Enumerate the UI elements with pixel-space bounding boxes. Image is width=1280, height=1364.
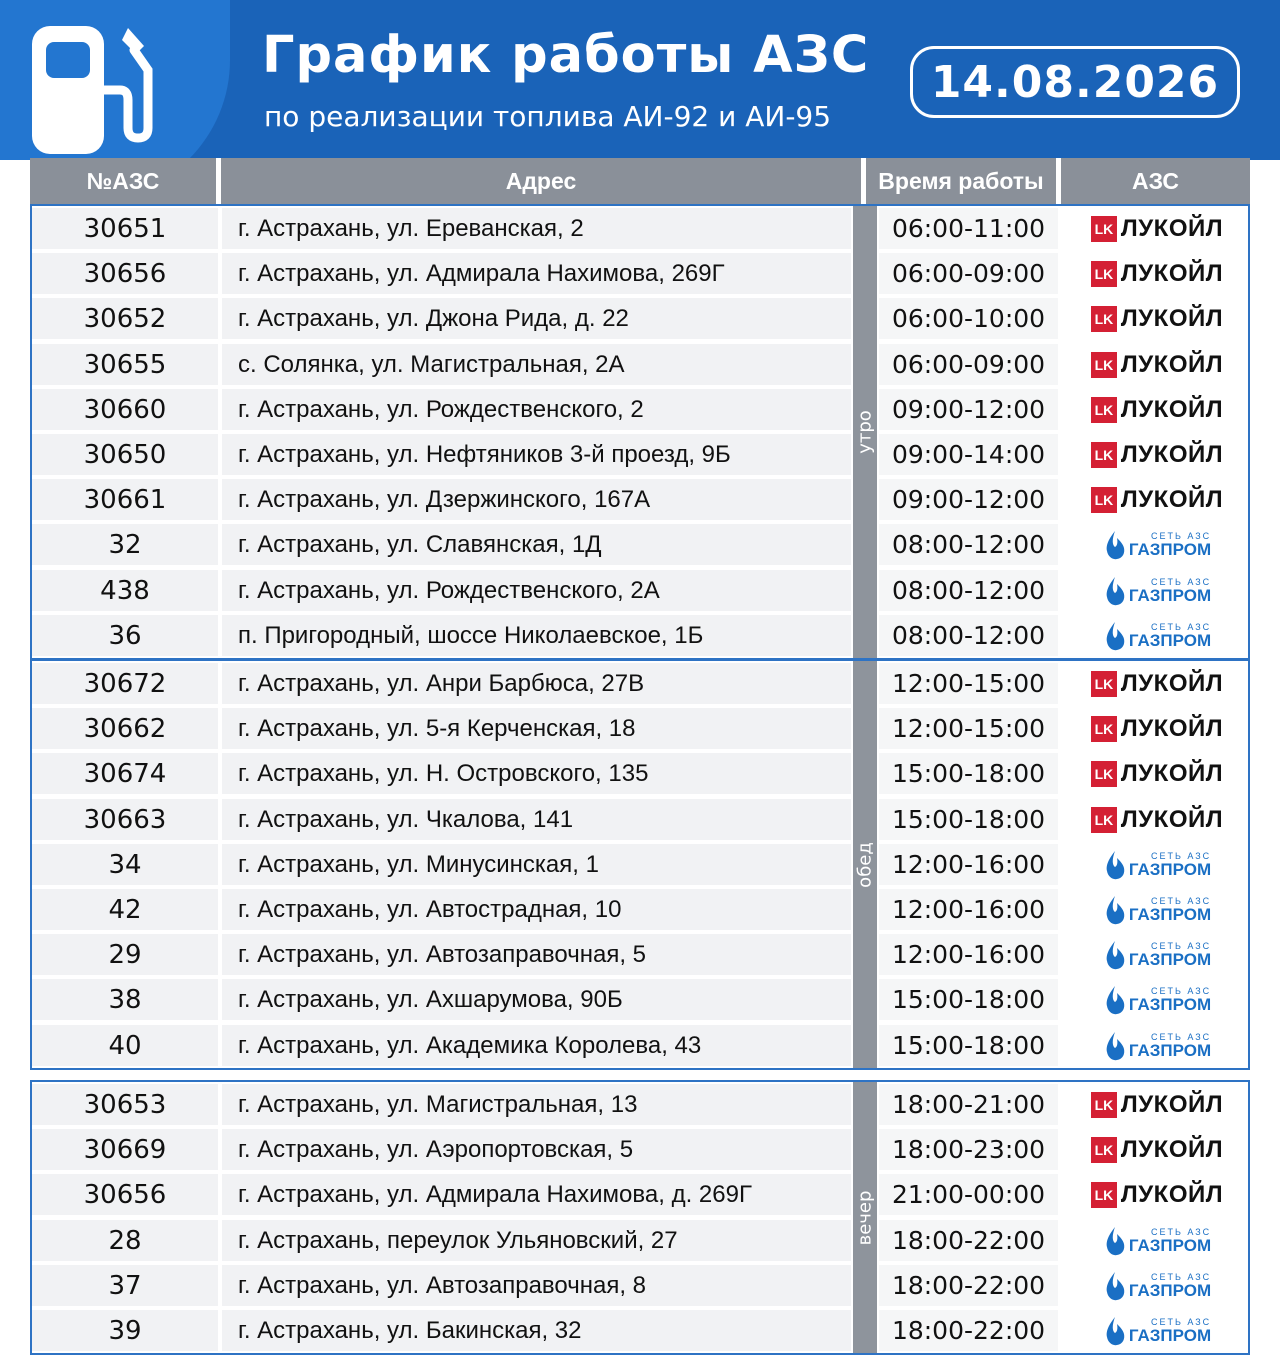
station-address: г. Астрахань, ул. Рождественского, 2А bbox=[238, 576, 660, 604]
gazprom-logo bbox=[1103, 1315, 1211, 1347]
station-address: г. Астрахань, ул. Рождественского, 2 bbox=[238, 395, 644, 423]
gazprom-wordmark bbox=[1129, 1273, 1211, 1299]
brand-cell bbox=[1066, 887, 1248, 932]
station-address: с. Солянка, ул. Магистральная, 2А bbox=[238, 350, 625, 378]
station-number: 30651 bbox=[83, 213, 167, 244]
table-row bbox=[32, 1127, 1248, 1172]
gazprom-flame-icon bbox=[1103, 894, 1127, 926]
gazprom-logo bbox=[1103, 1270, 1211, 1302]
table-row bbox=[32, 797, 1248, 842]
station-address: г. Астрахань, ул. Аэропортовская, 5 bbox=[238, 1135, 634, 1163]
lukoil-icon: LK bbox=[1091, 487, 1117, 513]
table-row bbox=[32, 613, 1248, 658]
station-address: г. Астрахань, ул. Минусинская, 1 bbox=[238, 850, 599, 878]
station-address: г. Астрахань, ул. Ахшарумова, 90Б bbox=[238, 985, 623, 1013]
brand-name: ГАЗПРОМ bbox=[1128, 1280, 1212, 1300]
table-row bbox=[32, 977, 1248, 1022]
gazprom-wordmark bbox=[1129, 987, 1211, 1013]
table-row bbox=[32, 342, 1248, 387]
brand-name: ЛУКОЙЛ bbox=[1120, 214, 1224, 242]
brand-name: ГАЗПРОМ bbox=[1128, 1235, 1212, 1255]
brand-cell bbox=[1066, 977, 1248, 1022]
station-number: 30656 bbox=[83, 1179, 167, 1210]
lukoil-icon: LK bbox=[1091, 1137, 1117, 1163]
lukoil-icon: LK bbox=[1091, 1182, 1117, 1208]
gazprom-flame-icon bbox=[1103, 620, 1127, 652]
period-section-1 bbox=[30, 204, 1250, 660]
station-number: 29 bbox=[108, 939, 142, 970]
gazprom-wordmark bbox=[1129, 1033, 1211, 1059]
station-address: г. Астрахань, ул. Джона Рида, д. 22 bbox=[238, 304, 629, 332]
station-number: 30674 bbox=[83, 758, 167, 789]
station-address: г. Астрахань, ул. Дзержинского, 167А bbox=[238, 485, 651, 513]
brand-cell bbox=[1066, 751, 1248, 796]
brand-cell bbox=[1066, 432, 1248, 477]
table-row bbox=[32, 751, 1248, 796]
date-text: 14.08.2026 bbox=[930, 56, 1220, 108]
lukoil-icon: LK bbox=[1091, 306, 1117, 332]
station-number: 30672 bbox=[83, 668, 167, 699]
brand-cell bbox=[1066, 1023, 1248, 1068]
station-address: г. Астрахань, ул. Н. Островского, 135 bbox=[238, 759, 649, 787]
gazprom-wordmark bbox=[1129, 532, 1211, 558]
gazprom-wordmark bbox=[1129, 942, 1211, 968]
table-header bbox=[30, 158, 1250, 204]
station-address: п. Пригородный, шоссе Николаевское, 1Б bbox=[238, 621, 704, 649]
brand-name: ЛУКОЙЛ bbox=[1120, 1180, 1224, 1208]
lukoil-logo bbox=[1091, 1136, 1223, 1164]
brand-cell bbox=[1066, 1082, 1248, 1127]
station-address: г. Астрахань, ул. Магистральная, 13 bbox=[238, 1090, 638, 1118]
gazprom-flame-icon bbox=[1103, 849, 1127, 881]
gazprom-flame-icon bbox=[1103, 939, 1127, 971]
station-address: г. Астрахань, ул. Академика Королева, 43 bbox=[238, 1031, 702, 1059]
lukoil-logo bbox=[1091, 351, 1223, 379]
schedule-table bbox=[30, 158, 1250, 1352]
station-address: г. Астрахань, ул. Нефтяников 3-й проезд, 9Б bbox=[238, 440, 731, 468]
station-number: 40 bbox=[108, 1030, 142, 1061]
brand-name: ГАЗПРОМ bbox=[1128, 859, 1212, 879]
table-row bbox=[32, 1172, 1248, 1217]
table-row bbox=[32, 661, 1248, 706]
station-address: г. Астрахань, ул. Автозаправочная, 5 bbox=[238, 940, 646, 968]
period-section-3 bbox=[30, 1080, 1250, 1355]
brand-cell bbox=[1066, 1172, 1248, 1217]
working-hours: 12:00-16:00 bbox=[891, 940, 1046, 969]
table-row bbox=[32, 1023, 1248, 1068]
station-number: 30663 bbox=[83, 804, 167, 835]
brand-cell bbox=[1066, 706, 1248, 751]
fuel-pump-icon bbox=[28, 20, 168, 160]
brand-cell bbox=[1066, 568, 1248, 613]
gazprom-flame-icon bbox=[1103, 529, 1127, 561]
station-address: г. Астрахань, ул. Славянская, 1Д bbox=[238, 530, 602, 558]
table-row bbox=[32, 706, 1248, 751]
brand-subtitle: СЕТЬ АЗС bbox=[1150, 530, 1212, 541]
lukoil-icon: LK bbox=[1091, 761, 1117, 787]
station-address: г. Астрахань, ул. Адмирала Нахимова, 269Г bbox=[238, 259, 725, 287]
working-hours: 08:00-12:00 bbox=[891, 621, 1046, 650]
brand-name: ЛУКОЙЛ bbox=[1120, 304, 1224, 332]
lukoil-logo bbox=[1091, 305, 1223, 333]
table-row bbox=[32, 387, 1248, 432]
brand-name: ЛУКОЙЛ bbox=[1120, 350, 1224, 378]
brand-subtitle: СЕТЬ АЗС bbox=[1150, 1226, 1212, 1237]
brand-name: ГАЗПРОМ bbox=[1128, 1325, 1212, 1345]
station-number: 30650 bbox=[83, 439, 167, 470]
station-number: 39 bbox=[108, 1315, 142, 1346]
station-address: г. Астрахань, ул. Автострадная, 10 bbox=[238, 895, 622, 923]
station-number: 30661 bbox=[83, 484, 167, 515]
header-address: Адрес bbox=[505, 167, 577, 194]
lukoil-logo bbox=[1091, 260, 1223, 288]
table-row bbox=[32, 251, 1248, 296]
station-address: г. Астрахань, ул. 5-я Керченская, 18 bbox=[238, 714, 636, 742]
header-banner bbox=[0, 0, 1280, 160]
gazprom-logo bbox=[1103, 575, 1211, 607]
brand-name: ЛУКОЙЛ bbox=[1120, 485, 1224, 513]
lukoil-logo bbox=[1091, 670, 1223, 698]
station-address: г. Астрахань, ул. Ереванская, 2 bbox=[238, 214, 584, 242]
brand-name: ГАЗПРОМ bbox=[1128, 1040, 1212, 1060]
lukoil-logo bbox=[1091, 760, 1223, 788]
brand-cell bbox=[1066, 1308, 1248, 1353]
lukoil-logo bbox=[1091, 441, 1223, 469]
brand-name: ЛУКОЙЛ bbox=[1120, 395, 1224, 423]
gazprom-logo bbox=[1103, 849, 1211, 881]
brand-cell bbox=[1066, 613, 1248, 658]
gazprom-flame-icon bbox=[1103, 1315, 1127, 1347]
gazprom-flame-icon bbox=[1103, 984, 1127, 1016]
table-row bbox=[32, 568, 1248, 613]
gazprom-wordmark bbox=[1129, 852, 1211, 878]
station-address: г. Астрахань, ул. Автозаправочная, 8 bbox=[238, 1271, 646, 1299]
table-row bbox=[32, 932, 1248, 977]
lukoil-logo bbox=[1091, 806, 1223, 834]
brand-subtitle: СЕТЬ АЗС bbox=[1150, 576, 1212, 587]
working-hours: 06:00-09:00 bbox=[891, 350, 1046, 379]
gazprom-wordmark bbox=[1129, 623, 1211, 649]
brand-name: ГАЗПРОМ bbox=[1128, 539, 1212, 559]
brand-cell bbox=[1066, 932, 1248, 977]
period-label: обед bbox=[854, 841, 876, 888]
brand-name: ГАЗПРОМ bbox=[1128, 904, 1212, 924]
brand-cell bbox=[1066, 251, 1248, 296]
gazprom-logo bbox=[1103, 894, 1211, 926]
lukoil-icon: LK bbox=[1091, 261, 1117, 287]
brand-cell bbox=[1066, 296, 1248, 341]
working-hours: 09:00-12:00 bbox=[891, 485, 1046, 514]
lukoil-icon: LK bbox=[1091, 397, 1117, 423]
working-hours: 09:00-14:00 bbox=[891, 440, 1046, 469]
lukoil-icon: LK bbox=[1091, 442, 1117, 468]
table-row bbox=[32, 1218, 1248, 1263]
lukoil-icon: LK bbox=[1091, 1092, 1117, 1118]
table-row bbox=[32, 432, 1248, 477]
station-number: 30656 bbox=[83, 258, 167, 289]
working-hours: 15:00-18:00 bbox=[891, 805, 1046, 834]
brand-name: ГАЗПРОМ bbox=[1128, 585, 1212, 605]
brand-name: ЛУКОЙЛ bbox=[1120, 1135, 1224, 1163]
station-number: 30669 bbox=[83, 1134, 167, 1165]
station-number: 30662 bbox=[83, 713, 167, 744]
gazprom-wordmark bbox=[1129, 578, 1211, 604]
gazprom-logo bbox=[1103, 984, 1211, 1016]
gazprom-wordmark bbox=[1129, 897, 1211, 923]
gazprom-flame-icon bbox=[1103, 575, 1127, 607]
date-badge bbox=[910, 46, 1240, 118]
station-address: г. Астрахань, ул. Бакинская, 32 bbox=[238, 1316, 582, 1344]
station-number: 30652 bbox=[83, 303, 167, 334]
gazprom-flame-icon bbox=[1103, 1225, 1127, 1257]
period-section-2 bbox=[30, 659, 1250, 1070]
brand-name: ЛУКОЙЛ bbox=[1120, 1090, 1224, 1118]
lukoil-icon: LK bbox=[1091, 671, 1117, 697]
gazprom-logo bbox=[1103, 939, 1211, 971]
table-row bbox=[32, 522, 1248, 567]
station-address: г. Астрахань, ул. Анри Барбюса, 27В bbox=[238, 669, 645, 697]
lukoil-logo bbox=[1091, 486, 1223, 514]
table-row bbox=[32, 842, 1248, 887]
brand-name: ЛУКОЙЛ bbox=[1120, 440, 1224, 468]
station-number: 30653 bbox=[83, 1089, 167, 1120]
brand-cell bbox=[1066, 387, 1248, 432]
table-row bbox=[32, 296, 1248, 341]
working-hours: 18:00-21:00 bbox=[891, 1090, 1046, 1119]
working-hours: 06:00-10:00 bbox=[891, 304, 1046, 333]
working-hours: 06:00-09:00 bbox=[891, 259, 1046, 288]
working-hours: 06:00-11:00 bbox=[891, 214, 1046, 243]
station-number: 42 bbox=[108, 894, 142, 925]
working-hours: 18:00-22:00 bbox=[891, 1316, 1046, 1345]
gazprom-logo bbox=[1103, 620, 1211, 652]
working-hours: 12:00-16:00 bbox=[891, 850, 1046, 879]
brand-name: ГАЗПРОМ bbox=[1128, 630, 1212, 650]
working-hours: 12:00-16:00 bbox=[891, 895, 1046, 924]
station-number: 36 bbox=[108, 620, 142, 651]
lukoil-logo bbox=[1091, 1091, 1223, 1119]
brand-name: ГАЗПРОМ bbox=[1128, 949, 1212, 969]
brand-cell bbox=[1066, 842, 1248, 887]
table-row bbox=[32, 887, 1248, 932]
working-hours: 12:00-15:00 bbox=[891, 669, 1046, 698]
station-number: 34 bbox=[108, 849, 142, 880]
station-number: 30655 bbox=[83, 349, 167, 380]
lukoil-logo bbox=[1091, 215, 1223, 243]
brand-cell bbox=[1066, 477, 1248, 522]
header-time: Время работы bbox=[878, 167, 1044, 194]
working-hours: 15:00-18:00 bbox=[891, 1031, 1046, 1060]
header-brand: АЗС bbox=[1131, 167, 1180, 194]
brand-name: ЛУКОЙЛ bbox=[1120, 805, 1224, 833]
brand-cell bbox=[1066, 342, 1248, 387]
station-number: 30660 bbox=[83, 394, 167, 425]
working-hours: 21:00-00:00 bbox=[891, 1180, 1046, 1209]
lukoil-icon: LK bbox=[1091, 352, 1117, 378]
brand-cell bbox=[1066, 1218, 1248, 1263]
gazprom-flame-icon bbox=[1103, 1270, 1127, 1302]
working-hours: 15:00-18:00 bbox=[891, 759, 1046, 788]
lukoil-icon: LK bbox=[1091, 716, 1117, 742]
lukoil-icon: LK bbox=[1091, 807, 1117, 833]
station-number: 438 bbox=[100, 575, 150, 606]
period-label: утро bbox=[854, 410, 876, 454]
table-row bbox=[32, 1082, 1248, 1127]
gazprom-logo bbox=[1103, 1030, 1211, 1062]
working-hours: 18:00-22:00 bbox=[891, 1271, 1046, 1300]
station-number: 32 bbox=[108, 529, 142, 560]
table-row bbox=[32, 206, 1248, 251]
table-row bbox=[32, 1308, 1248, 1353]
brand-cell bbox=[1066, 1263, 1248, 1308]
brand-subtitle: СЕТЬ АЗС bbox=[1150, 850, 1212, 861]
gazprom-wordmark bbox=[1129, 1318, 1211, 1344]
working-hours: 15:00-18:00 bbox=[891, 985, 1046, 1014]
page-subtitle: по реализации топлива АИ-92 и АИ-95 bbox=[264, 100, 832, 133]
station-number: 37 bbox=[108, 1270, 142, 1301]
page-title: График работы АЗС bbox=[262, 26, 870, 85]
brand-subtitle: СЕТЬ АЗС bbox=[1150, 895, 1212, 906]
brand-cell bbox=[1066, 1127, 1248, 1172]
period-label: вечер bbox=[854, 1190, 876, 1245]
working-hours: 18:00-22:00 bbox=[891, 1226, 1046, 1255]
gazprom-logo bbox=[1103, 1225, 1211, 1257]
gazprom-flame-icon bbox=[1103, 1030, 1127, 1062]
lukoil-icon: LK bbox=[1091, 216, 1117, 242]
brand-cell bbox=[1066, 206, 1248, 251]
station-number: 38 bbox=[108, 984, 142, 1015]
station-address: г. Астрахань, ул. Чкалова, 141 bbox=[238, 805, 574, 833]
gazprom-wordmark bbox=[1129, 1228, 1211, 1254]
brand-name: ЛУКОЙЛ bbox=[1120, 714, 1224, 742]
table-row bbox=[32, 1263, 1248, 1308]
brand-subtitle: СЕТЬ АЗС bbox=[1150, 1316, 1212, 1327]
brand-subtitle: СЕТЬ АЗС bbox=[1150, 1271, 1212, 1282]
working-hours: 08:00-12:00 bbox=[891, 576, 1046, 605]
brand-cell bbox=[1066, 661, 1248, 706]
brand-subtitle: СЕТЬ АЗС bbox=[1150, 621, 1212, 632]
brand-name: ЛУКОЙЛ bbox=[1120, 259, 1224, 287]
brand-cell bbox=[1066, 522, 1248, 567]
working-hours: 18:00-23:00 bbox=[891, 1135, 1046, 1164]
working-hours: 09:00-12:00 bbox=[891, 395, 1046, 424]
station-address: г. Астрахань, ул. Адмирала Нахимова, д. 269Г bbox=[238, 1180, 752, 1208]
brand-name: ЛУКОЙЛ bbox=[1120, 759, 1224, 787]
brand-subtitle: СЕТЬ АЗС bbox=[1150, 985, 1212, 996]
gazprom-logo bbox=[1103, 529, 1211, 561]
brand-subtitle: СЕТЬ АЗС bbox=[1150, 940, 1212, 951]
working-hours: 12:00-15:00 bbox=[891, 714, 1046, 743]
brand-subtitle: СЕТЬ АЗС bbox=[1150, 1031, 1212, 1042]
table-row bbox=[32, 477, 1248, 522]
brand-name: ГАЗПРОМ bbox=[1128, 994, 1212, 1014]
station-address: г. Астрахань, переулок Ульяновский, 27 bbox=[238, 1226, 678, 1254]
header-num: №АЗС bbox=[86, 167, 160, 194]
working-hours: 08:00-12:00 bbox=[891, 530, 1046, 559]
brand-cell bbox=[1066, 797, 1248, 842]
station-number: 28 bbox=[108, 1225, 142, 1256]
lukoil-logo bbox=[1091, 715, 1223, 743]
lukoil-logo bbox=[1091, 396, 1223, 424]
brand-name: ЛУКОЙЛ bbox=[1120, 669, 1224, 697]
lukoil-logo bbox=[1091, 1181, 1223, 1209]
